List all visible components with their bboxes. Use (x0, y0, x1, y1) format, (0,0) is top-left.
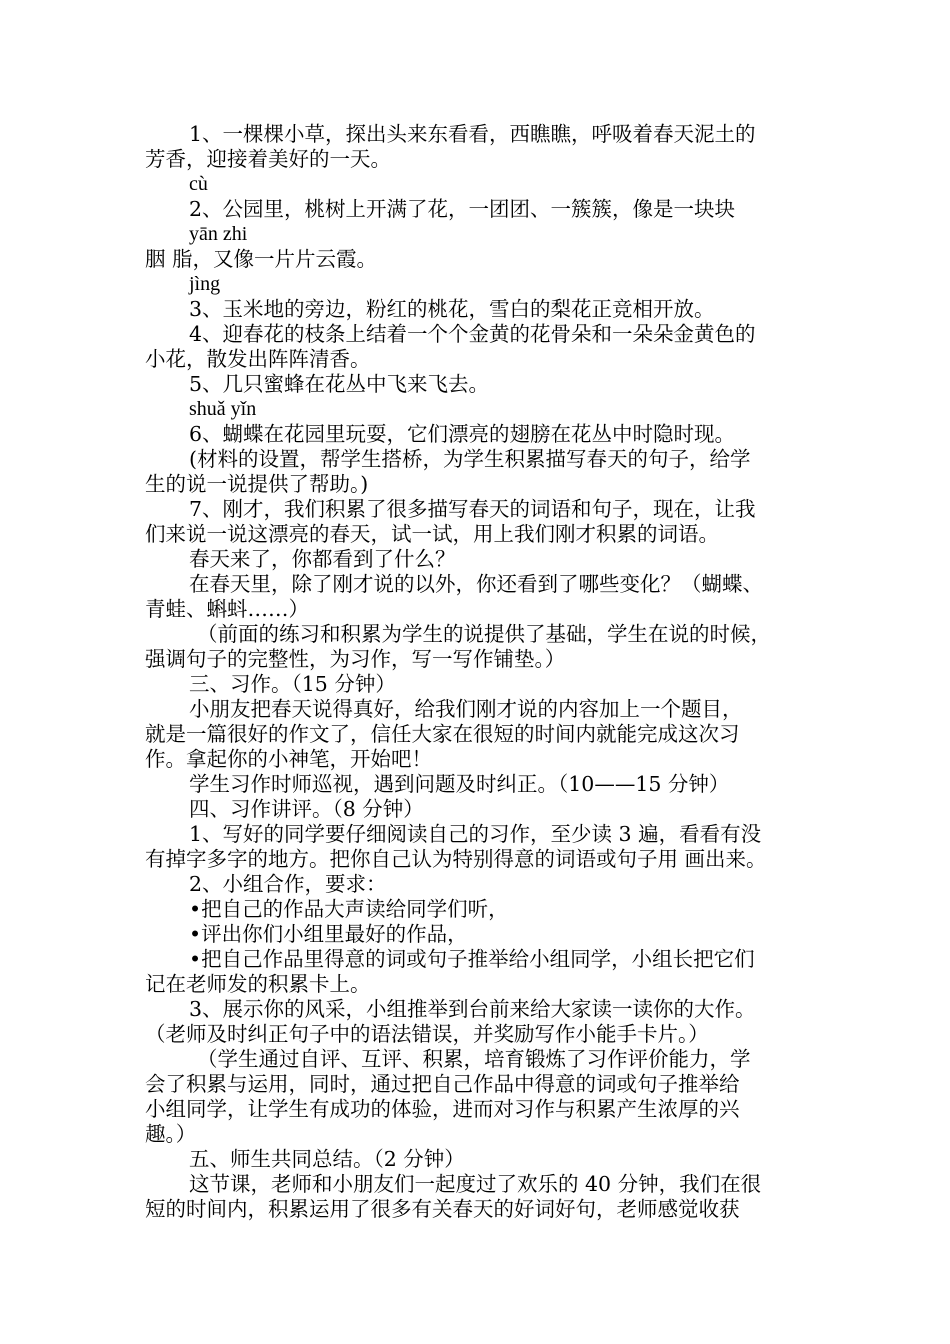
text-line: 在春天里，除了刚才说的以外，你还看到了哪些变化？（蝴蝶、 (189, 572, 763, 596)
paragraph (145, 122, 815, 172)
paragraph (145, 922, 815, 947)
text-line: 们来说一说这漂亮的春天，试一试，用上我们刚才积累的词语。 (145, 522, 719, 546)
text-line: •评出你们小组里最好的作品， (189, 922, 468, 946)
text-line: yān zhi (189, 223, 248, 245)
text-line: 学生习作时师巡视，遇到问题及时纠正。（10——15 分钟） (189, 772, 730, 796)
text-line: 2、公园里，桃树上开满了花，一团团、一簇簇，像是一块块 (189, 197, 736, 221)
paragraph (145, 797, 815, 822)
text-line: 四、习作讲评。（8 分钟） (189, 797, 424, 821)
text-line: (材料的设置，帮学生搭桥，为学生积累描写春天的句子，给学 (189, 447, 751, 471)
text-line: 趣。） (145, 1122, 197, 1146)
pinyin-annotation (145, 272, 815, 297)
text-line: •把自己作品里得意的词或句子推举给小组同学，小组长把它们 (189, 947, 755, 971)
paragraph (145, 897, 815, 922)
paragraph (145, 872, 815, 897)
text-line: （前面的练习和积累为学生的说提供了基础，学生在说的时候， (197, 622, 771, 646)
paragraph (145, 197, 815, 222)
text-line: 小花，散发出阵阵清香。 (145, 347, 371, 371)
text-line: 生的说一说提供了帮助。) (145, 472, 369, 496)
text-line: 2、小组合作，要求： (189, 872, 387, 896)
paragraph (145, 947, 815, 997)
paragraph (145, 297, 815, 322)
text-line: 5、几只蜜蜂在花丛中飞来飞去。 (189, 372, 490, 396)
text-line: 春天来了，你都看到了什么？ (189, 547, 456, 571)
text-line: 1、一棵棵小草，探出头来东看看，西瞧瞧，呼吸着春天泥土的 (189, 122, 756, 146)
paragraph (145, 497, 815, 547)
text-line: 青蛙、蝌蚪……） (145, 597, 309, 621)
paragraph (145, 247, 815, 272)
text-line: 记在老师发的积累卡上。 (145, 972, 371, 996)
text-line: 就是一篇很好的作文了，信任大家在很短的时间内就能完成这次习 (145, 722, 740, 746)
text-line: 3、展示你的风采，小组推举到台前来给大家读一读你的大作。 (189, 997, 756, 1021)
text-line: 4、迎春花的枝条上结着一个个金黄的花骨朵和一朵朵金黄色的 (189, 322, 756, 346)
pinyin-annotation (145, 397, 815, 422)
text-line: jìng (189, 273, 221, 295)
text-line: 三、习作。（15 分钟） (189, 672, 396, 696)
paragraph (145, 822, 815, 872)
pinyin-annotation (145, 172, 815, 197)
text-line: 这节课，老师和小朋友们一起度过了欢乐的 40 分钟，我们在很 (189, 1172, 762, 1196)
text-line: 芳香，迎接着美好的一天。 (145, 147, 391, 171)
text-line: 有掉字多字的地方。把你自己认为特别得意的词语或句子用 画出来。 (145, 847, 767, 871)
text-line: 作。拿起你的小神笔，开始吧！ (145, 747, 432, 771)
text-line: 五、师生共同总结。（2 分钟） (189, 1147, 465, 1171)
paragraph (145, 772, 815, 797)
paragraph (145, 697, 815, 772)
paragraph (145, 422, 815, 447)
text-line: （老师及时纠正句子中的语法错误，并奖励写作小能手卡片。） (145, 1022, 709, 1046)
text-line: 胭 脂，又像一片片云霞。 (145, 247, 378, 271)
text-line: 会了积累与运用，同时，通过把自己作品中得意的词或句子推举给 (145, 1072, 740, 1096)
paragraph (145, 372, 815, 397)
text-line: 7、刚才，我们积累了很多描写春天的词语和句子，现在，让我 (189, 497, 756, 521)
text-line: 3、玉米地的旁边，粉红的桃花，雪白的梨花正竞相开放。 (189, 297, 715, 321)
text-line: shuǎ yǐn (189, 398, 257, 420)
paragraph (145, 1047, 815, 1147)
paragraph (145, 622, 815, 672)
paragraph (145, 447, 815, 497)
text-line: （学生通过自评、互评、积累，培育锻炼了习作评价能力，学 (197, 1047, 751, 1071)
text-line: •把自己的作品大声读给同学们听， (189, 897, 509, 921)
paragraph (145, 572, 815, 622)
text-line: cù (189, 173, 208, 195)
document-body (145, 122, 815, 1222)
text-line: 1、写好的同学要仔细阅读自己的习作，至少读 3 遍，看看有没 (189, 822, 762, 846)
paragraph (145, 547, 815, 572)
paragraph (145, 672, 815, 697)
text-line: 6、蝴蝶在花园里玩耍，它们漂亮的翅膀在花丛中时隐时现。 (189, 422, 736, 446)
paragraph (145, 997, 815, 1047)
text-line: 强调句子的完整性，为习作，写一写作铺垫。） (145, 647, 566, 671)
text-line: 小组同学，让学生有成功的体验，进而对习作与积累产生浓厚的兴 (145, 1097, 740, 1121)
paragraph (145, 322, 815, 372)
text-line: 小朋友把春天说得真好，给我们刚才说的内容加上一个题目， (189, 697, 743, 721)
paragraph (145, 1172, 815, 1222)
pinyin-annotation (145, 222, 815, 247)
paragraph (145, 1147, 815, 1172)
text-line: 短的时间内，积累运用了很多有关春天的好词好句，老师感觉收获 (145, 1197, 740, 1221)
